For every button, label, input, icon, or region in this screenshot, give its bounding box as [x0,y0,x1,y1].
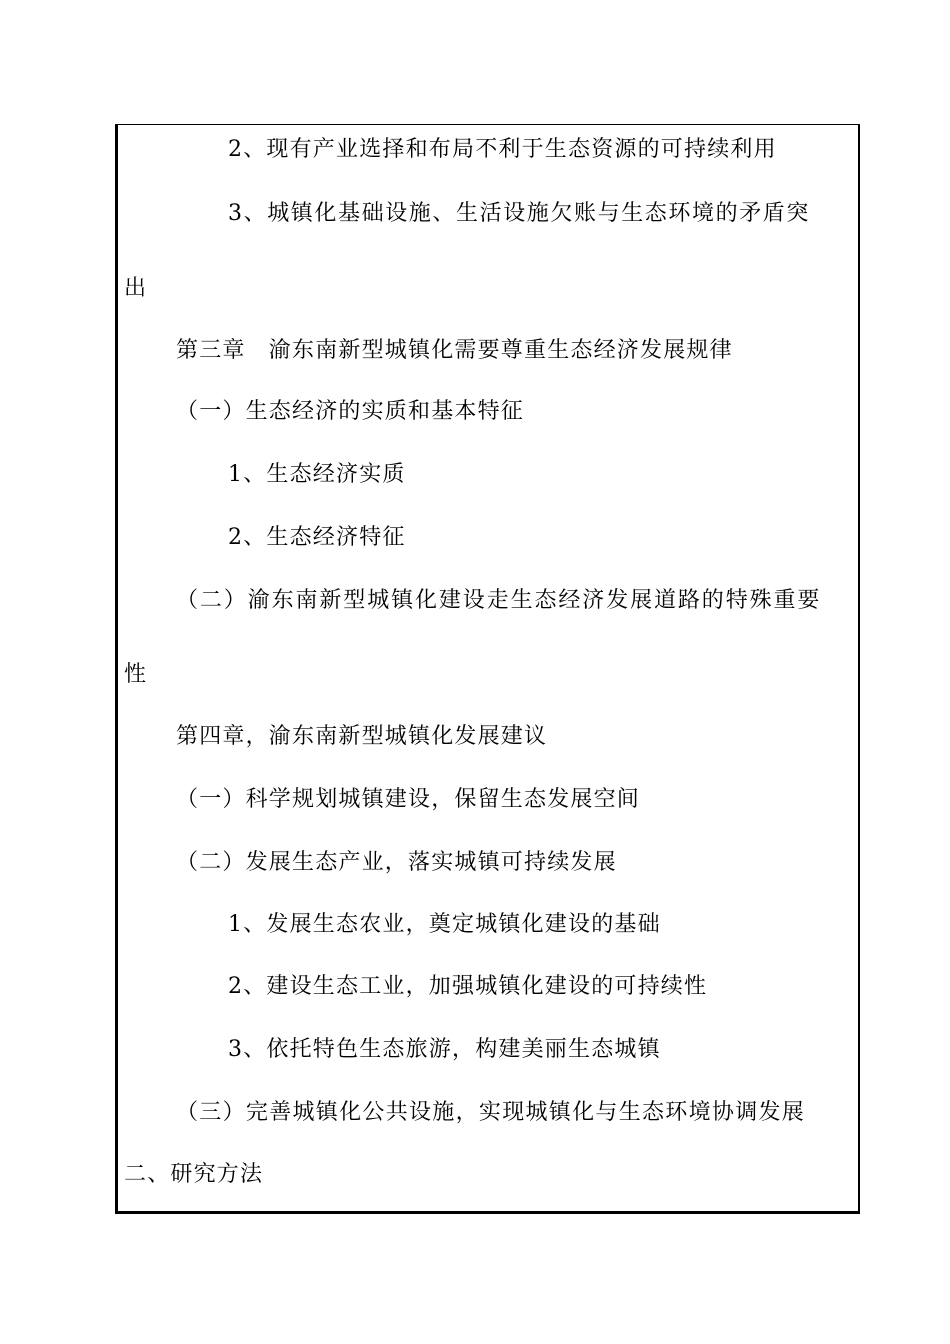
section-heading: （一）科学规划城镇建设，保留生态发展空间 [176,787,641,812]
section-heading: （二）渝东南新型城镇化建设走生态经济发展道路的特殊重要 [176,588,822,613]
outline-item: 3、依托特色生态旅游，构建美丽生态城镇 [228,1037,661,1062]
chapter-heading: 第三章 渝东南新型城镇化需要尊重生态经济发展规律 [176,338,733,363]
outline-item: 3、城镇化基础设施、生活设施欠账与生态环境的矛盾突 [228,201,810,226]
outline-item: 2、现有产业选择和布局不利于生态资源的可持续利用 [228,137,777,162]
outline-item: 2、建设生态工业，加强城镇化建设的可持续性 [228,974,708,999]
section-heading-continuation: 性 [124,662,148,687]
section-heading: （二）发展生态产业，落实城镇可持续发展 [176,850,617,875]
section-heading: （一）生态经济的实质和基本特征 [176,399,525,424]
outline-item-continuation: 出 [124,276,148,301]
outline-item: 1、生态经济实质 [228,462,406,487]
chapter-heading: 第四章，渝东南新型城镇化发展建议 [176,724,548,749]
outline-item: 2、生态经济特征 [228,525,406,550]
section-heading: （三）完善城镇化公共设施，实现城镇化与生态环境协调发展 [176,1100,806,1125]
part-heading: 二、研究方法 [124,1162,264,1187]
outline-item: 1、发展生态农业，奠定城镇化建设的基础 [228,912,661,937]
